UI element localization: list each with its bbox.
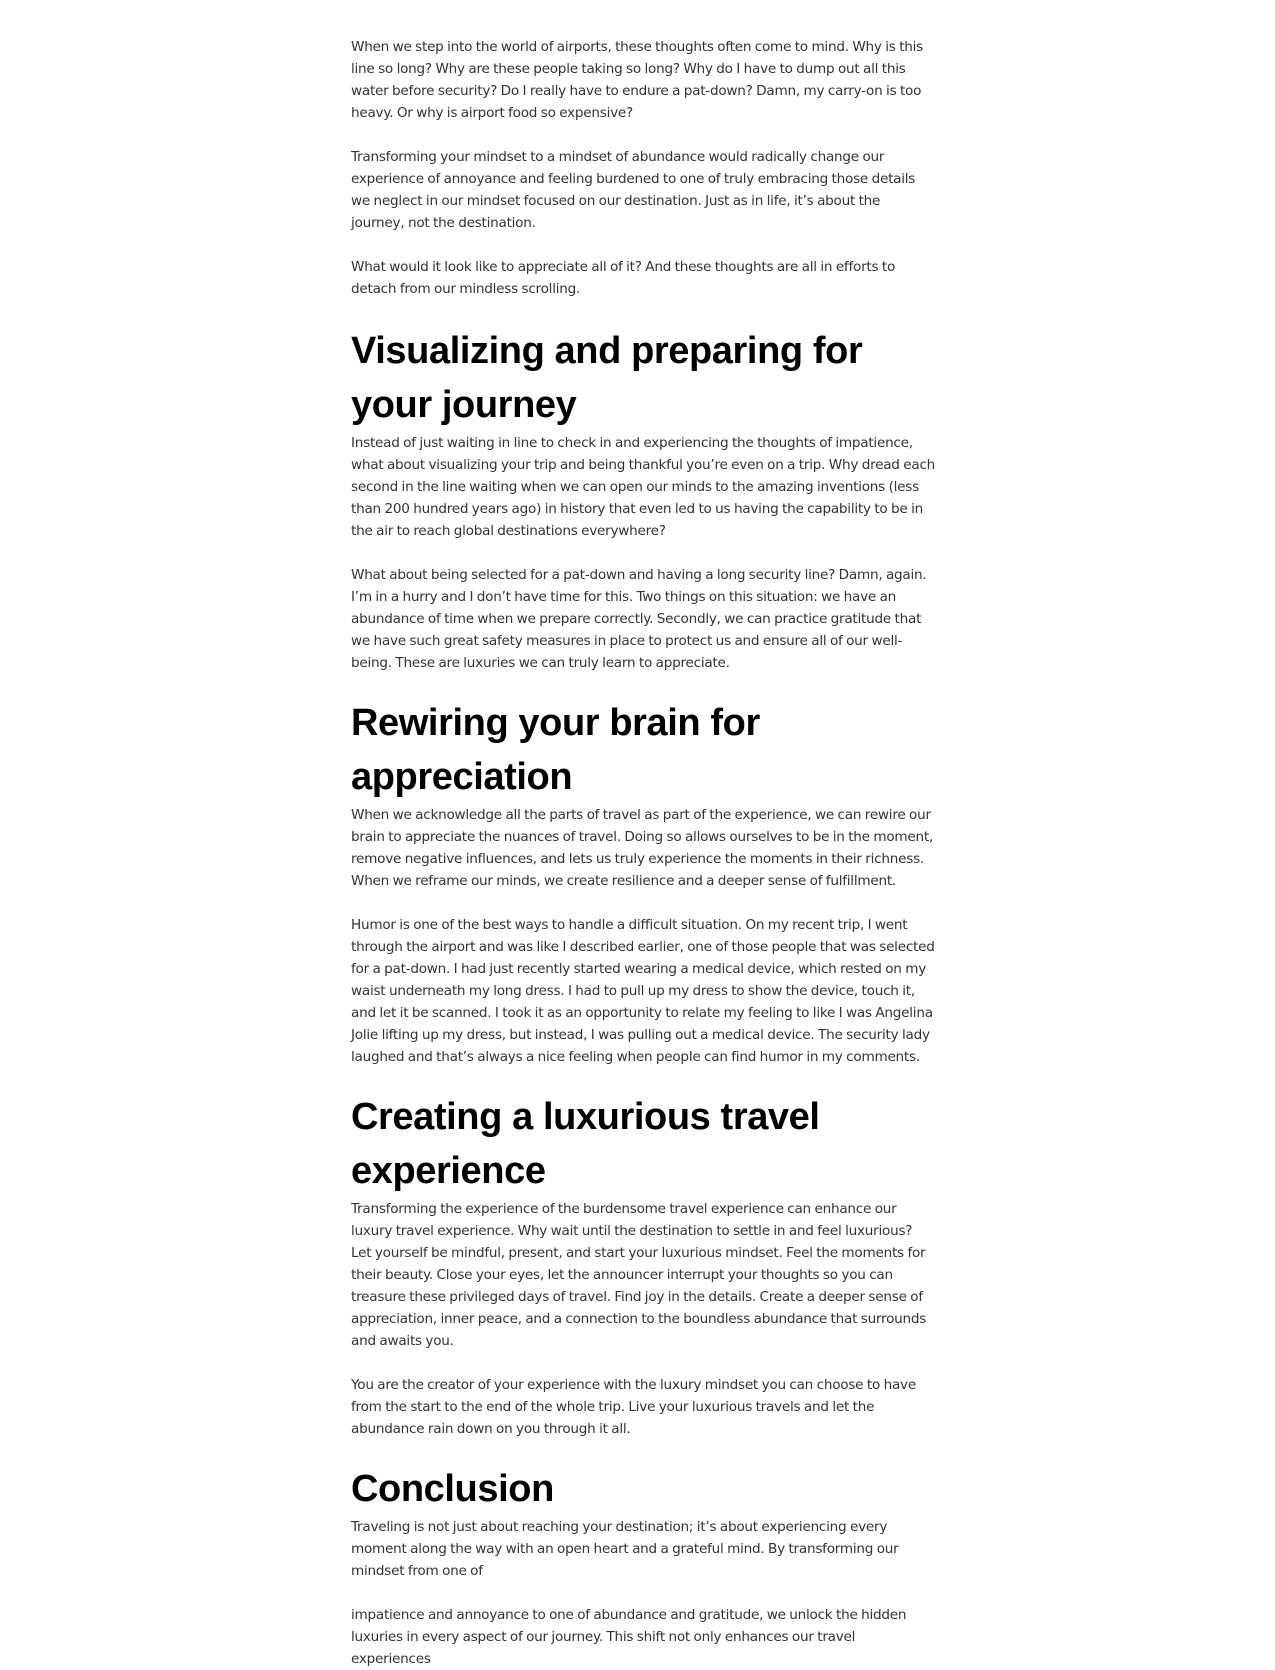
section-heading-luxurious-travel: Creating a luxurious travel experience bbox=[351, 1096, 820, 1192]
section-paragraph: Humor is one of the best ways to handle a difficult situation. On my recent trip, I went through the airport and was like I described earlier, one of those people that was selected for a pat-down. I had just recently started wearing a medical device, which rested on my waist underneath my long dress. I had to pull up my dress to show the device, touch it, and let it be scanned. I took it as an opportunity to relate my feeling to like I was Angelina Jolie lifting up my dress, but instead, I was pulling out a medical device. The security lady laughed and that’s always a nice feeling when people can find humor in my comments. bbox=[351, 917, 935, 1065]
section-paragraph: Transforming the experience of the burdensome travel experience can enhance our luxury travel experience. Why wait until the destination to settle in and feel luxurious? Let yourself be mindful, present, and start your luxurious mindset. Feel the moments for their beauty. Close your eyes, let the announcer interrupt your thoughts so you can treasure these privileged days of travel. Find joy in the details. Create a deeper sense of appreciation, inner peace, and a connection to the boundless abundance that surrounds and awaits you. bbox=[351, 1201, 927, 1349]
section-paragraph-cut-off: impatience and annoyance to one of abundance and gratitude, we unlock the hidden luxuries in every aspect of our journey. This shift not only enhances our travel experiences bbox=[351, 1607, 907, 1667]
section-paragraph: What about being selected for a pat-down and having a long security line? Damn, again. I’m in a hurry and I don’t have time for this. Two things on this situation: we have an abundance of time when we prepare correctly. Secondly, we can practice gratitude that we have such great safety measures in place to protect us and ensure all of our well-being. These are luxuries we can truly learn to appreciate. bbox=[351, 567, 927, 671]
section-heading-visualizing: Visualizing and preparing for your journey bbox=[351, 330, 863, 426]
section-heading-rewiring: Rewiring your brain for appreciation bbox=[351, 702, 760, 798]
article-body bbox=[351, 36, 936, 1667]
section-paragraph: When we acknowledge all the parts of travel as part of the experience, we can rewire our brain to appreciate the nuances of travel. Doing so allows ourselves to be in the moment, remove negative influences, and lets us truly experience the moments in their richness. When we reframe our minds, we create resilience and a deeper sense of fulfillment. bbox=[351, 807, 934, 889]
intro-paragraph: Transforming your mindset to a mindset of abundance would radically change our experience of annoyance and feeling burdened to one of truly embracing those details we neglect in our mindset focused on our destination. Just as in life, it’s about the journey, not the destination. bbox=[351, 149, 916, 231]
section-paragraph: Traveling is not just about reaching your destination; it’s about experiencing every moment along the way with an open heart and a grateful mind. By transforming our mindset from one of bbox=[351, 1519, 899, 1579]
section-paragraph: You are the creator of your experience with the luxury mindset you can choose to have from the start to the end of the whole trip. Live your luxurious travels and let the abundance rain down on you through it all. bbox=[351, 1377, 916, 1437]
section-paragraph: Instead of just waiting in line to check in and experiencing the thoughts of impatience, what about visualizing your trip and being thankful you’re even on a trip. Why dread each second in the line waiting when we can open our minds to the amazing inventions (less than 200 hundred years ago) in history that even led to us having the capability to be in the air to reach global destinations everywhere? bbox=[351, 435, 936, 539]
section-heading-conclusion: Conclusion bbox=[351, 1468, 554, 1510]
intro-paragraph: When we step into the world of airports, these thoughts often come to mind. Why is this line so long? Why are these people taking so long? Why do I have to dump out all this water before security? Do I really have to endure a pat-down? Damn, my carry-on is too heavy. Or why is airport food so expensive? bbox=[351, 39, 924, 121]
intro-paragraph: What would it look like to appreciate all of it? And these thoughts are all in efforts to detach from our mindless scrolling. bbox=[351, 259, 896, 297]
